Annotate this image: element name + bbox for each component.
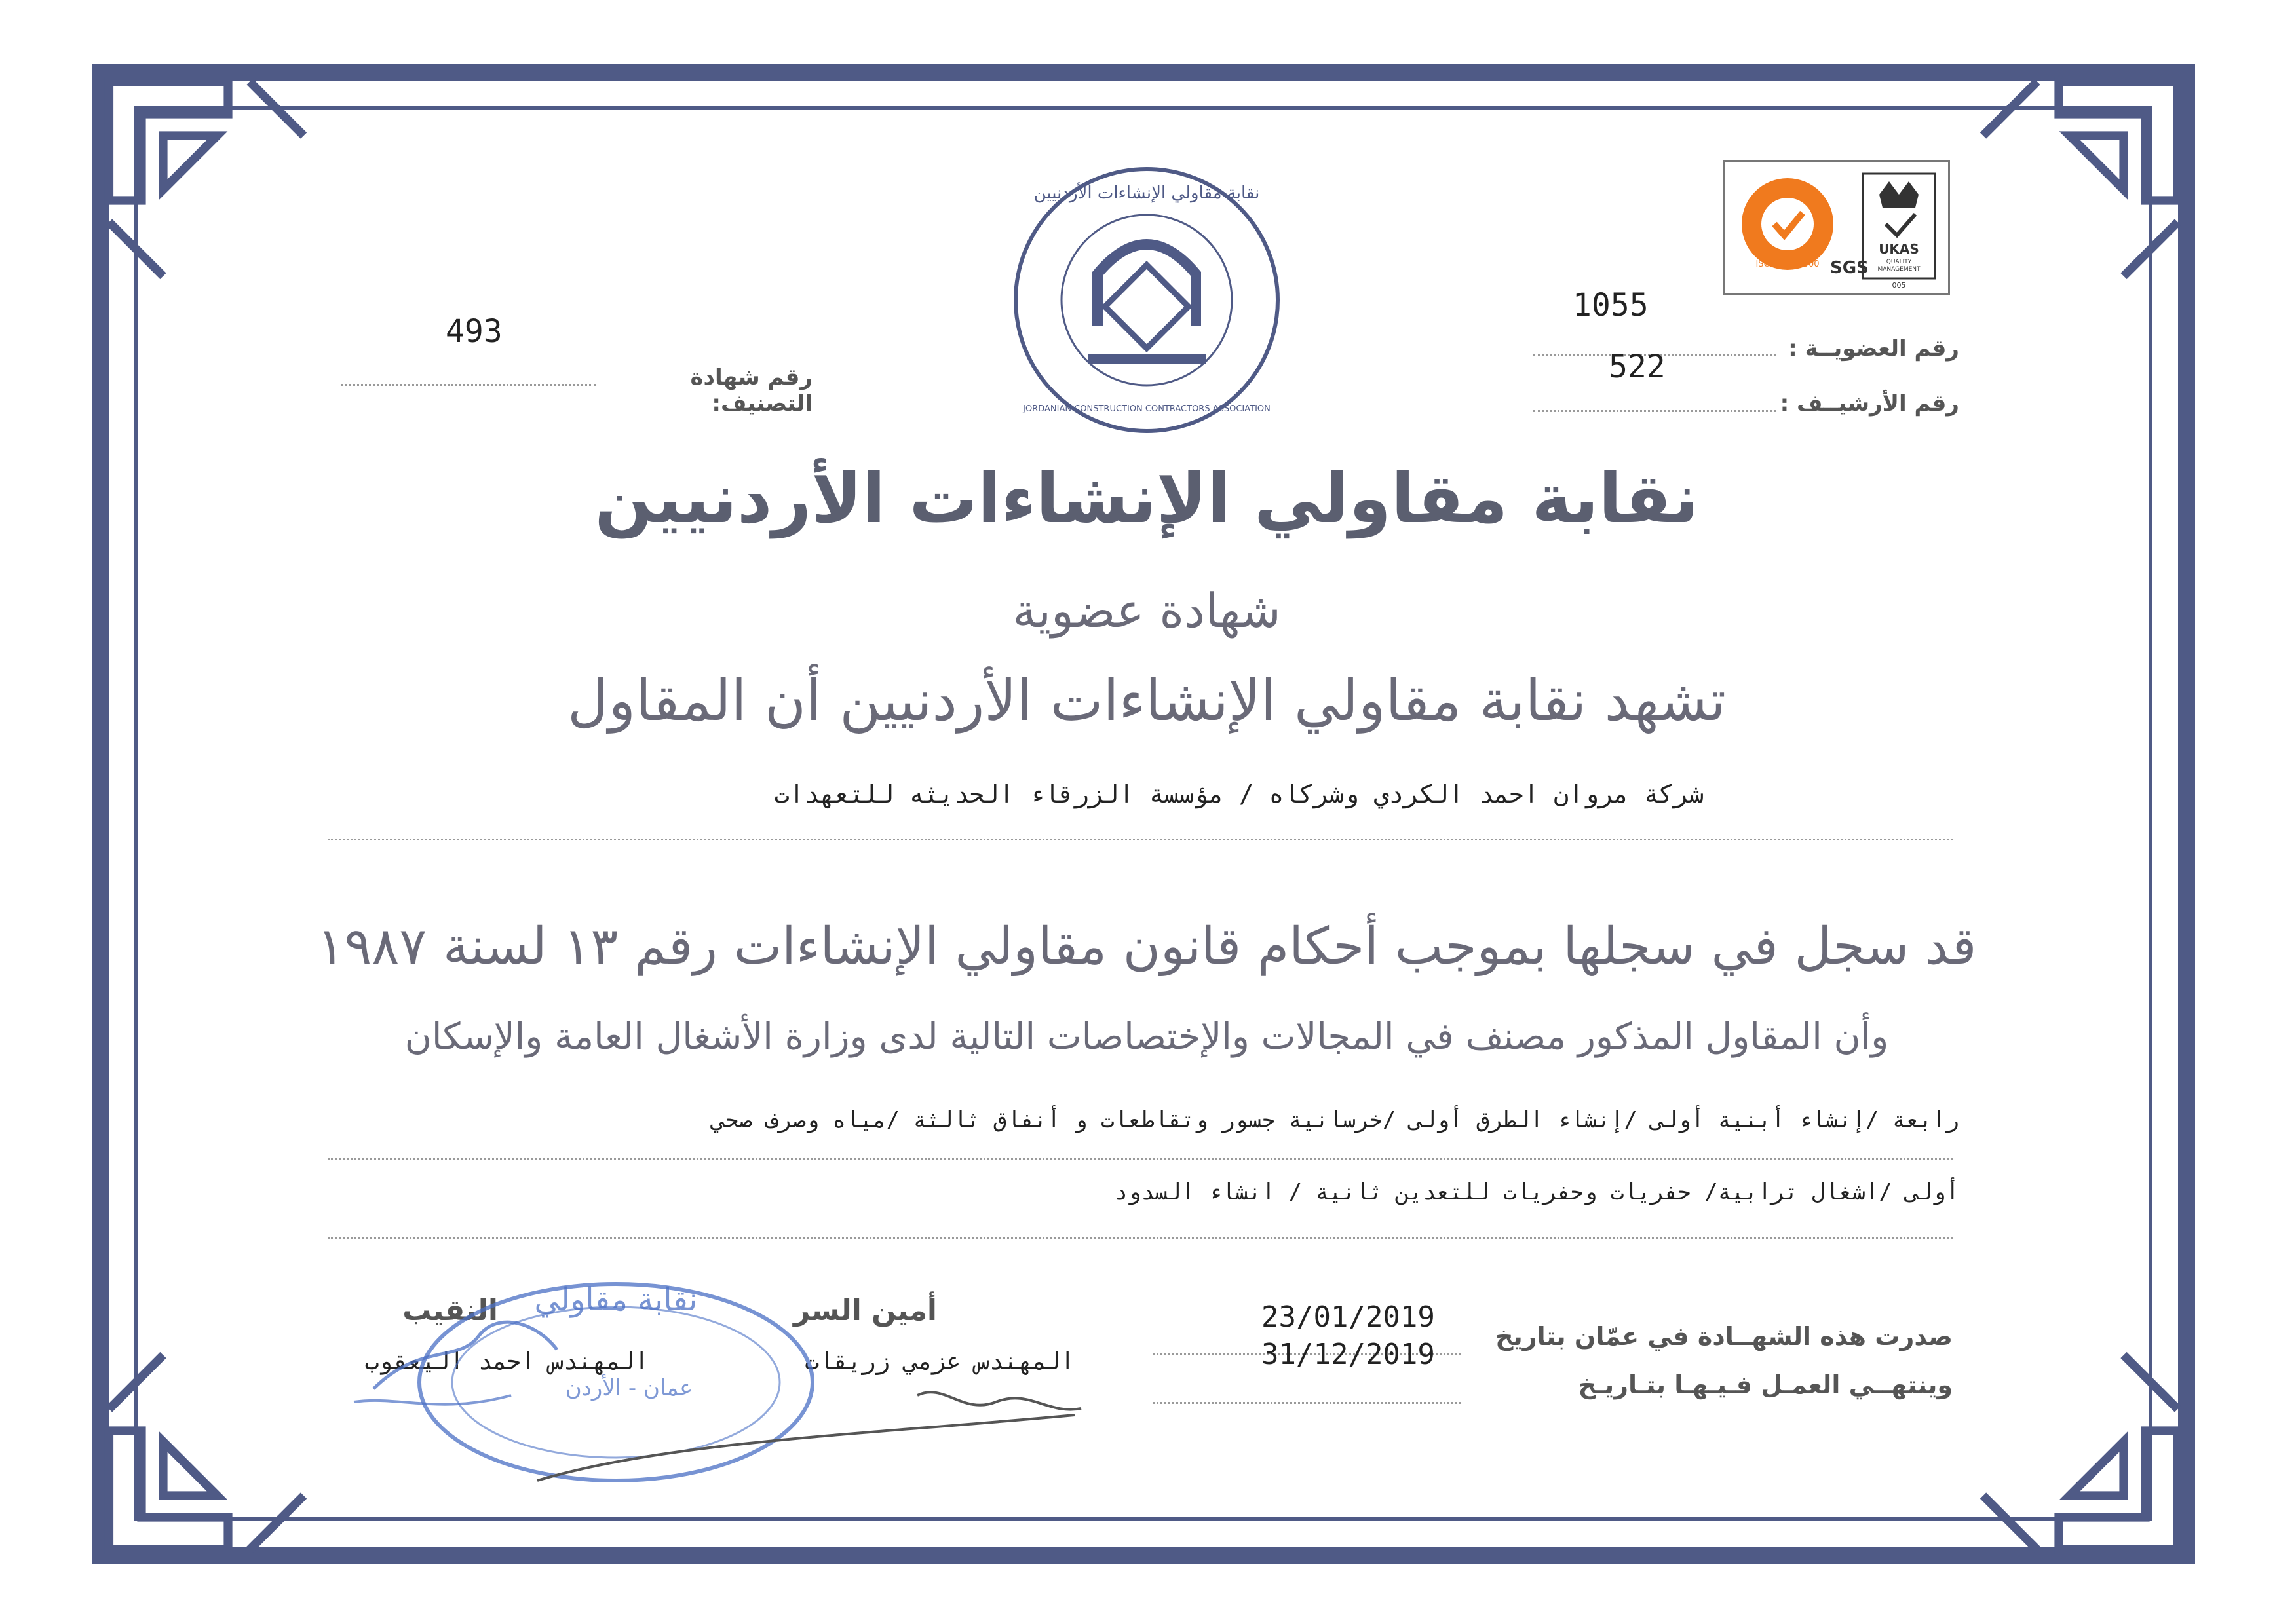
- archive-number: 522: [1609, 349, 1666, 385]
- association-logo: [1009, 162, 1284, 438]
- stamp-bottom-text: عمان - الأردن: [565, 1375, 693, 1401]
- certification-badge: [1723, 160, 1950, 295]
- secretary-title: أمين السر: [794, 1294, 937, 1327]
- logo-english-text: JORDANIAN CONSTRUCTION CONTRACTORS ASSOCIATION: [1023, 404, 1271, 414]
- stamp-top-text: نقابة مقاولي: [534, 1281, 698, 1318]
- badge-ukas-sub1: QUALITY: [1886, 259, 1912, 265]
- archive-label: رقم الأرشيــف :: [1780, 390, 1959, 417]
- badge-ukas-code: 005: [1892, 281, 1906, 290]
- archive-dotline: [1533, 410, 1776, 412]
- expiry-date: 31/12/2019: [1261, 1338, 1435, 1371]
- badge-iso-text: ISO 9001:2000: [1755, 259, 1820, 269]
- classification-number: 493: [446, 313, 503, 350]
- contractor-dotline: [328, 839, 1953, 840]
- classifications-line-1: رابعة /إنشاء أبنية أولى /إنشاء الطرق أولى /خرسانية جسور وتقاطعات و أنفاق ثالثة /مياه وصرف صحي: [712, 1107, 1959, 1133]
- expiry-date-label: وينتهــي العمـل فـيـهـا بتـاريـخ: [1578, 1370, 1953, 1399]
- president-title: النقيب: [402, 1294, 498, 1327]
- badge-sgs-text: SGS: [1830, 258, 1869, 278]
- president-name: المهندس احمد اليعقوب: [364, 1348, 649, 1375]
- certify-line: تشهد نقابة مقاولي الإنشاءات الأردنيين أن المقاول: [567, 668, 1727, 734]
- classification-intro: وأن المقاول المذكور مصنف في المجالات والإختصاصات التالية لدى وزارة الأشغال العامة والإسكان: [404, 1015, 1889, 1058]
- issue-date-label: صدرت هذه الشهــادة في عمّان بتاريخ: [1495, 1322, 1953, 1351]
- logo-arabic-text: نقابة مقاولي الإنشاءات الأردنيين: [1033, 183, 1260, 203]
- issue-date: 23/01/2019: [1261, 1300, 1435, 1334]
- classifications-line-2: أولى /اشغال ترابية/ حفريات وحفريات للتعدين ثانية / انشاء السدود: [1114, 1179, 1959, 1205]
- registration-line: قد سجل في سجلها بموجب أحكام قانون مقاولي الإنشاءات رقم ١٣ لسنة ١٩٨٧: [316, 917, 1977, 976]
- classifications-dotline-1: [328, 1158, 1953, 1160]
- classification-label: رقم شهادة التصنيف:: [690, 364, 813, 417]
- corner-ornament-bottom-right: [1972, 1342, 2189, 1560]
- badge-ukas-sub2: MANAGEMENT: [1877, 266, 1921, 273]
- certificate-subtitle: شهادة عضوية: [1012, 583, 1281, 638]
- corner-ornament-top-left: [98, 71, 315, 290]
- secretary-name: المهندس عزمي زريقات: [805, 1348, 1075, 1375]
- membership-label: رقم العضويــة :: [1788, 335, 1959, 362]
- membership-number: 1055: [1573, 287, 1649, 324]
- corner-ornament-top-right: [1972, 71, 2189, 290]
- classification-dotline: [341, 384, 596, 386]
- contractor-name: شركة مروان احمد الكردي وشركاه / مؤسسة الزرقاء الحديثه للتعهدات: [774, 780, 1704, 808]
- expiry-date-dotline: [1153, 1402, 1461, 1404]
- badge-ukas-text: UKAS: [1879, 241, 1919, 257]
- certificate-title: نقابة مقاولي الإنشاءات الأردنيين: [594, 459, 1699, 538]
- classifications-dotline-2: [328, 1237, 1953, 1239]
- official-stamp: [341, 1264, 1101, 1500]
